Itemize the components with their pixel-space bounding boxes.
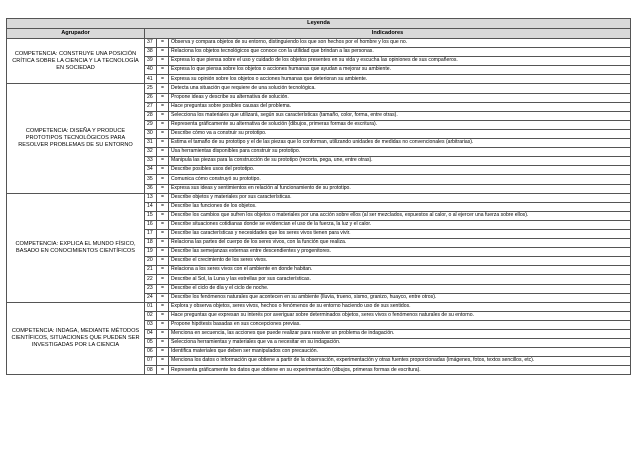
table-row — [7, 39, 631, 48]
indicator-number: 23 — [145, 284, 157, 293]
indicator-text: Propone ideas y describe su alternativa de solución. — [169, 93, 631, 102]
equals-sign: = — [157, 48, 169, 57]
equals-sign: = — [157, 348, 169, 357]
indicator-number: 37 — [145, 39, 157, 48]
indicator-number: 32 — [145, 148, 157, 157]
indicator-text: Describe las funciones de los objetos. — [169, 202, 631, 211]
equals-sign: = — [157, 275, 169, 284]
indicator-number: 15 — [145, 211, 157, 220]
indicator-text: Menciona los datos o información que obtiene a partir de la observación, experimentación y otras fuentes proporcionadas (imágenes, fotos, textos sencillos, etc). — [169, 357, 631, 366]
equals-sign: = — [157, 148, 169, 157]
indicator-number: 19 — [145, 248, 157, 257]
indicator-text: Comunica cómo construyó su prototipo. — [169, 175, 631, 184]
indicator-number: 17 — [145, 229, 157, 238]
indicator-text: Observa y compara objetos de su entorno, distinguiendo los que son hechos por el hombre y los que no. — [169, 39, 631, 48]
equals-sign: = — [157, 193, 169, 202]
equals-sign: = — [157, 229, 169, 238]
indicator-number: 35 — [145, 175, 157, 184]
indicator-text: Describe los cambios que sufren los objetos o materiales por una acción sobre ellos (al ser mezclados, expuestos al calor, o al ejercer una fuerza sobre ellos). — [169, 211, 631, 220]
equals-sign: = — [157, 66, 169, 75]
equals-sign: = — [157, 111, 169, 120]
equals-sign: = — [157, 120, 169, 129]
equals-sign: = — [157, 202, 169, 211]
indicator-number: 14 — [145, 202, 157, 211]
indicator-number: 28 — [145, 111, 157, 120]
table-row — [7, 84, 631, 93]
indicator-number: 08 — [145, 366, 157, 375]
indicator-number: 24 — [145, 293, 157, 302]
indicator-text: Propone hipótesis basadas en sus concepciones previas. — [169, 320, 631, 329]
indicator-number: 30 — [145, 129, 157, 138]
equals-sign: = — [157, 311, 169, 320]
legend-table — [6, 18, 631, 375]
indicator-text: Describe situaciones cotidianas donde se evidencian el uso de la fuerza, la luz y el calor. — [169, 220, 631, 229]
equals-sign: = — [157, 75, 169, 84]
indicator-text: Relaciona los objetos tecnológicos que conoce con la utilidad que brindan a las personas. — [169, 48, 631, 57]
equals-sign: = — [157, 302, 169, 311]
equals-sign: = — [157, 330, 169, 339]
agrupador-header: Agrupador — [7, 29, 145, 39]
equals-sign: = — [157, 211, 169, 220]
indicator-text: Hace preguntas que expresan su interés por averiguar sobre determinados objetos, seres vivos o fenómenos naturales de su entorno. — [169, 311, 631, 320]
indicator-text: Describe el ciclo de día y el ciclo de noche. — [169, 284, 631, 293]
indicator-text: Detecta una situación que requiere de una solución tecnológica. — [169, 84, 631, 93]
competencia-group-label: COMPETENCIA: DISEÑA Y PRODUCE PROTOTIPOS TECNOLÓGICOS PARA RESOLVER PROBLEMAS DE SU ENTORNO — [7, 84, 145, 193]
indicator-number: 21 — [145, 266, 157, 275]
competencia-group-label: COMPETENCIA: INDAGA, MEDIANTE MÉTODOS CIENTÍFICOS, SITUACIONES QUE PUEDEN SER INVESTIGADAS POR LA CIENCIA — [7, 302, 145, 375]
indicator-number: 06 — [145, 348, 157, 357]
indicator-text: Relaciona las partes del cuerpo de los seres vivos, con la función que realiza. — [169, 239, 631, 248]
equals-sign: = — [157, 57, 169, 66]
equals-sign: = — [157, 184, 169, 193]
equals-sign: = — [157, 339, 169, 348]
indicator-number: 04 — [145, 330, 157, 339]
indicator-number: 31 — [145, 139, 157, 148]
indicator-text: Selecciona herramientas y materiales que va a necesitar en su indagación. — [169, 339, 631, 348]
table-row — [7, 302, 631, 311]
indicator-number: 02 — [145, 311, 157, 320]
indicator-number: 33 — [145, 157, 157, 166]
equals-sign: = — [157, 102, 169, 111]
equals-sign: = — [157, 239, 169, 248]
indicator-number: 26 — [145, 93, 157, 102]
indicator-text: Identifica materiales que deben ser manipulados con precaución. — [169, 348, 631, 357]
legend-header: Leyenda — [7, 19, 631, 29]
indicator-text: Representa gráficamente su alternativa de solución (dibujos, primeras formas de escritura). — [169, 120, 631, 129]
equals-sign: = — [157, 320, 169, 329]
indicator-text: Selecciona los materiales que utilizará, según sus características (tamaño, color, forma, entre otras). — [169, 111, 631, 120]
indicator-number: 29 — [145, 120, 157, 129]
equals-sign: = — [157, 293, 169, 302]
indicator-text: Describe las semejanzas externas entre descendientes y progenitores. — [169, 248, 631, 257]
indicator-number: 25 — [145, 84, 157, 93]
indicator-number: 18 — [145, 239, 157, 248]
equals-sign: = — [157, 257, 169, 266]
indicator-text: Describe los fenómenos naturales que acontecen en su ambiente (lluvia, trueno, sismo, granizo, huayco, entre otros). — [169, 293, 631, 302]
indicator-number: 22 — [145, 275, 157, 284]
indicator-text: Usa herramientas disponibles para construir su prototipo. — [169, 148, 631, 157]
indicator-text: Describe el crecimiento de los seres vivos. — [169, 257, 631, 266]
equals-sign: = — [157, 157, 169, 166]
indicator-rows — [7, 39, 631, 375]
equals-sign: = — [157, 93, 169, 102]
competencia-group-label: COMPETENCIA: EXPLICA EL MUNDO FÍSICO, BASADO EN CONOCIMIENTOS CIENTÍFICOS — [7, 193, 145, 302]
indicator-text: Estima el tamaño de su prototipo y el de las piezas que lo conforman, utilizando unidades de medidas no convencionales (arbitrarias). — [169, 139, 631, 148]
indicator-text: Representa gráficamente los datos que obtiene en su experimentación (dibujos, primeras formas de escritura). — [169, 366, 631, 375]
indicator-text: Describe al Sol, la Luna y las estrellas por sus características. — [169, 275, 631, 284]
indicator-number: 40 — [145, 66, 157, 75]
indicator-number: 34 — [145, 166, 157, 175]
equals-sign: = — [157, 129, 169, 138]
equals-sign: = — [157, 139, 169, 148]
indicator-text: Explora y observa objetos, seres vivos, hechos o fenómenos de su entorno haciendo uso de sus sentidos. — [169, 302, 631, 311]
table-row — [7, 193, 631, 202]
equals-sign: = — [157, 248, 169, 257]
equals-sign: = — [157, 39, 169, 48]
indicator-number: 13 — [145, 193, 157, 202]
indicator-text: Describe cómo va a construir su prototipo. — [169, 129, 631, 138]
indicadores-header: Indicadores — [145, 29, 631, 39]
equals-sign: = — [157, 166, 169, 175]
indicator-text: Describe posibles usos del prototipo. — [169, 166, 631, 175]
equals-sign: = — [157, 357, 169, 366]
equals-sign: = — [157, 266, 169, 275]
indicator-number: 03 — [145, 320, 157, 329]
indicator-number: 20 — [145, 257, 157, 266]
indicator-text: Describe las características y necesidades que los seres vivos tienen para vivir. — [169, 229, 631, 238]
indicator-number: 05 — [145, 339, 157, 348]
indicator-text: Expresa su opinión sobre los objetos o acciones humanas que deterioran su ambiente. — [169, 75, 631, 84]
indicator-number: 27 — [145, 102, 157, 111]
indicator-number: 39 — [145, 57, 157, 66]
indicator-text: Expresa lo que piensa sobre el uso y cuidado de los objetos presentes en su vida y escucha las opiniones de sus compañeros. — [169, 57, 631, 66]
equals-sign: = — [157, 175, 169, 184]
indicator-number: 01 — [145, 302, 157, 311]
indicator-text: Describe objetos y materiales por sus características. — [169, 193, 631, 202]
competencia-group-label: COMPETENCIA: CONSTRUYE UNA POSICIÓN CRÍTICA SOBRE LA CIENCIA Y LA TECNOLOGÍA EN SOCIEDAD — [7, 39, 145, 84]
indicator-number: 41 — [145, 75, 157, 84]
indicator-text: Manipula las piezas para la construcción de su prototipo (recorta, pega, une, entre otras). — [169, 157, 631, 166]
equals-sign: = — [157, 366, 169, 375]
equals-sign: = — [157, 84, 169, 93]
indicator-text: Expresa lo que piensa sobre los objetos o acciones humanas que ayudan a mejorar su ambiente. — [169, 66, 631, 75]
equals-sign: = — [157, 284, 169, 293]
indicator-text: Expresa sus ideas y sentimientos en relación al funcionamiento de su prototipo. — [169, 184, 631, 193]
indicator-number: 38 — [145, 48, 157, 57]
equals-sign: = — [157, 220, 169, 229]
indicator-number: 36 — [145, 184, 157, 193]
indicator-text: Menciona en secuencia, las acciones que puede realizar para resolver un problema de indagación. — [169, 330, 631, 339]
indicator-number: 16 — [145, 220, 157, 229]
indicator-number: 07 — [145, 357, 157, 366]
indicator-text: Relaciona a los seres vivos con el ambiente en donde habitan. — [169, 266, 631, 275]
indicator-text: Hace preguntas sobre posibles causas del problema. — [169, 102, 631, 111]
